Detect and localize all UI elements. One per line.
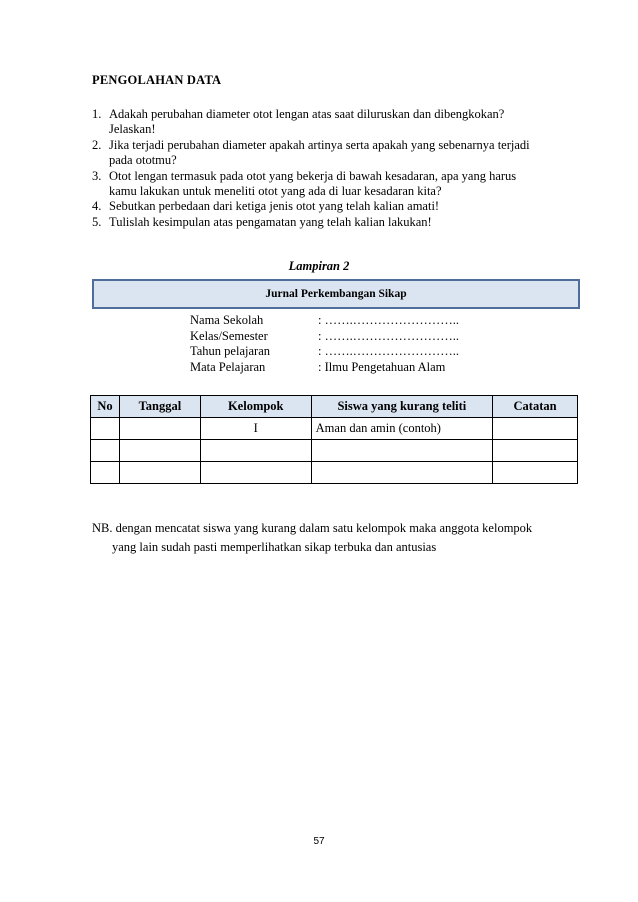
note-line-cont: yang lain sudah pasti memperlihatkan sikap terbuka dan antusias	[112, 539, 437, 554]
info-row-year	[190, 344, 459, 360]
table-cell	[493, 462, 578, 484]
question-item	[92, 199, 572, 214]
journal-title: Jurnal Perkembangan Sikap	[265, 288, 407, 300]
journal-table	[90, 395, 578, 484]
table-header-row	[91, 396, 578, 418]
question-text: Tulislah kesimpulan atas pengamatan yang telah kalian lakukan!	[109, 214, 432, 229]
info-value: : …….……………………..	[318, 344, 459, 359]
table-cell	[119, 440, 200, 462]
info-label: Tahun pelajaran	[190, 344, 270, 359]
table-cell	[91, 462, 120, 484]
header-date: Tanggal	[119, 396, 200, 418]
question-number: 5.	[92, 214, 102, 229]
question-text-cont: kamu lakukan untuk meneliti otot yang ada di luar kesadaran kita?	[109, 184, 442, 199]
question-number: 2.	[92, 137, 102, 152]
page-number: 57	[313, 836, 325, 847]
table-cell	[119, 462, 200, 484]
info-label: Mata Pelajaran	[190, 359, 266, 374]
table-row	[91, 462, 578, 484]
table-cell	[493, 440, 578, 462]
question-text: Adakah perubahan diameter otot lengan atas saat diluruskan dan dibengkokan?	[109, 107, 505, 121]
question-item	[92, 169, 572, 200]
info-row-class	[190, 329, 459, 345]
table-cell: I	[200, 418, 311, 440]
question-item	[92, 107, 572, 138]
question-text-cont: pada ototmu?	[109, 153, 177, 168]
info-label: Kelas/Semester	[190, 328, 268, 343]
question-number: 1.	[92, 107, 102, 121]
info-value: : …….……………………..	[318, 328, 459, 343]
journal-title-box	[92, 279, 580, 309]
header-group: Kelompok	[200, 396, 311, 418]
info-value: : …….……………………..	[318, 313, 459, 327]
question-list	[92, 107, 572, 230]
question-item	[92, 138, 572, 169]
appendix-title: Lampiran 2	[288, 259, 350, 273]
question-text: Jika terjadi perubahan diameter apakah artinya serta apakah yang sebenarnya terjadi	[109, 137, 530, 152]
question-text: Otot lengan termasuk pada otot yang bekerja di bawah kesadaran, apa yang harus	[109, 168, 517, 183]
info-row-subject	[190, 360, 459, 376]
section-title: PENGOLAHAN DATA	[92, 73, 222, 87]
question-number: 3.	[92, 168, 102, 183]
header-notes: Catatan	[493, 396, 578, 418]
table-row	[91, 418, 578, 440]
table-cell	[200, 462, 311, 484]
table-cell	[493, 418, 578, 440]
header-students: Siswa yang kurang teliti	[311, 396, 492, 418]
question-text-cont: Jelaskan!	[109, 122, 156, 137]
question-item	[92, 215, 572, 230]
table-cell	[91, 440, 120, 462]
table-cell	[119, 418, 200, 440]
note-paragraph	[92, 519, 570, 556]
info-label: Nama Sekolah	[190, 313, 264, 327]
info-value: : Ilmu Pengetahuan Alam	[318, 359, 446, 374]
table-cell	[91, 418, 120, 440]
table-cell	[311, 440, 492, 462]
table-cell	[200, 440, 311, 462]
info-row-school	[190, 313, 459, 329]
school-info	[190, 313, 459, 375]
table-cell	[311, 462, 492, 484]
note-line: NB. dengan mencatat siswa yang kurang dalam satu kelompok maka anggota kelompok	[92, 521, 533, 535]
header-no: No	[91, 396, 120, 418]
question-number: 4.	[92, 199, 102, 214]
table-cell: Aman dan amin (contoh)	[311, 418, 492, 440]
table-row	[91, 440, 578, 462]
question-text: Sebutkan perbedaan dari ketiga jenis otot yang telah kalian amati!	[109, 199, 440, 214]
